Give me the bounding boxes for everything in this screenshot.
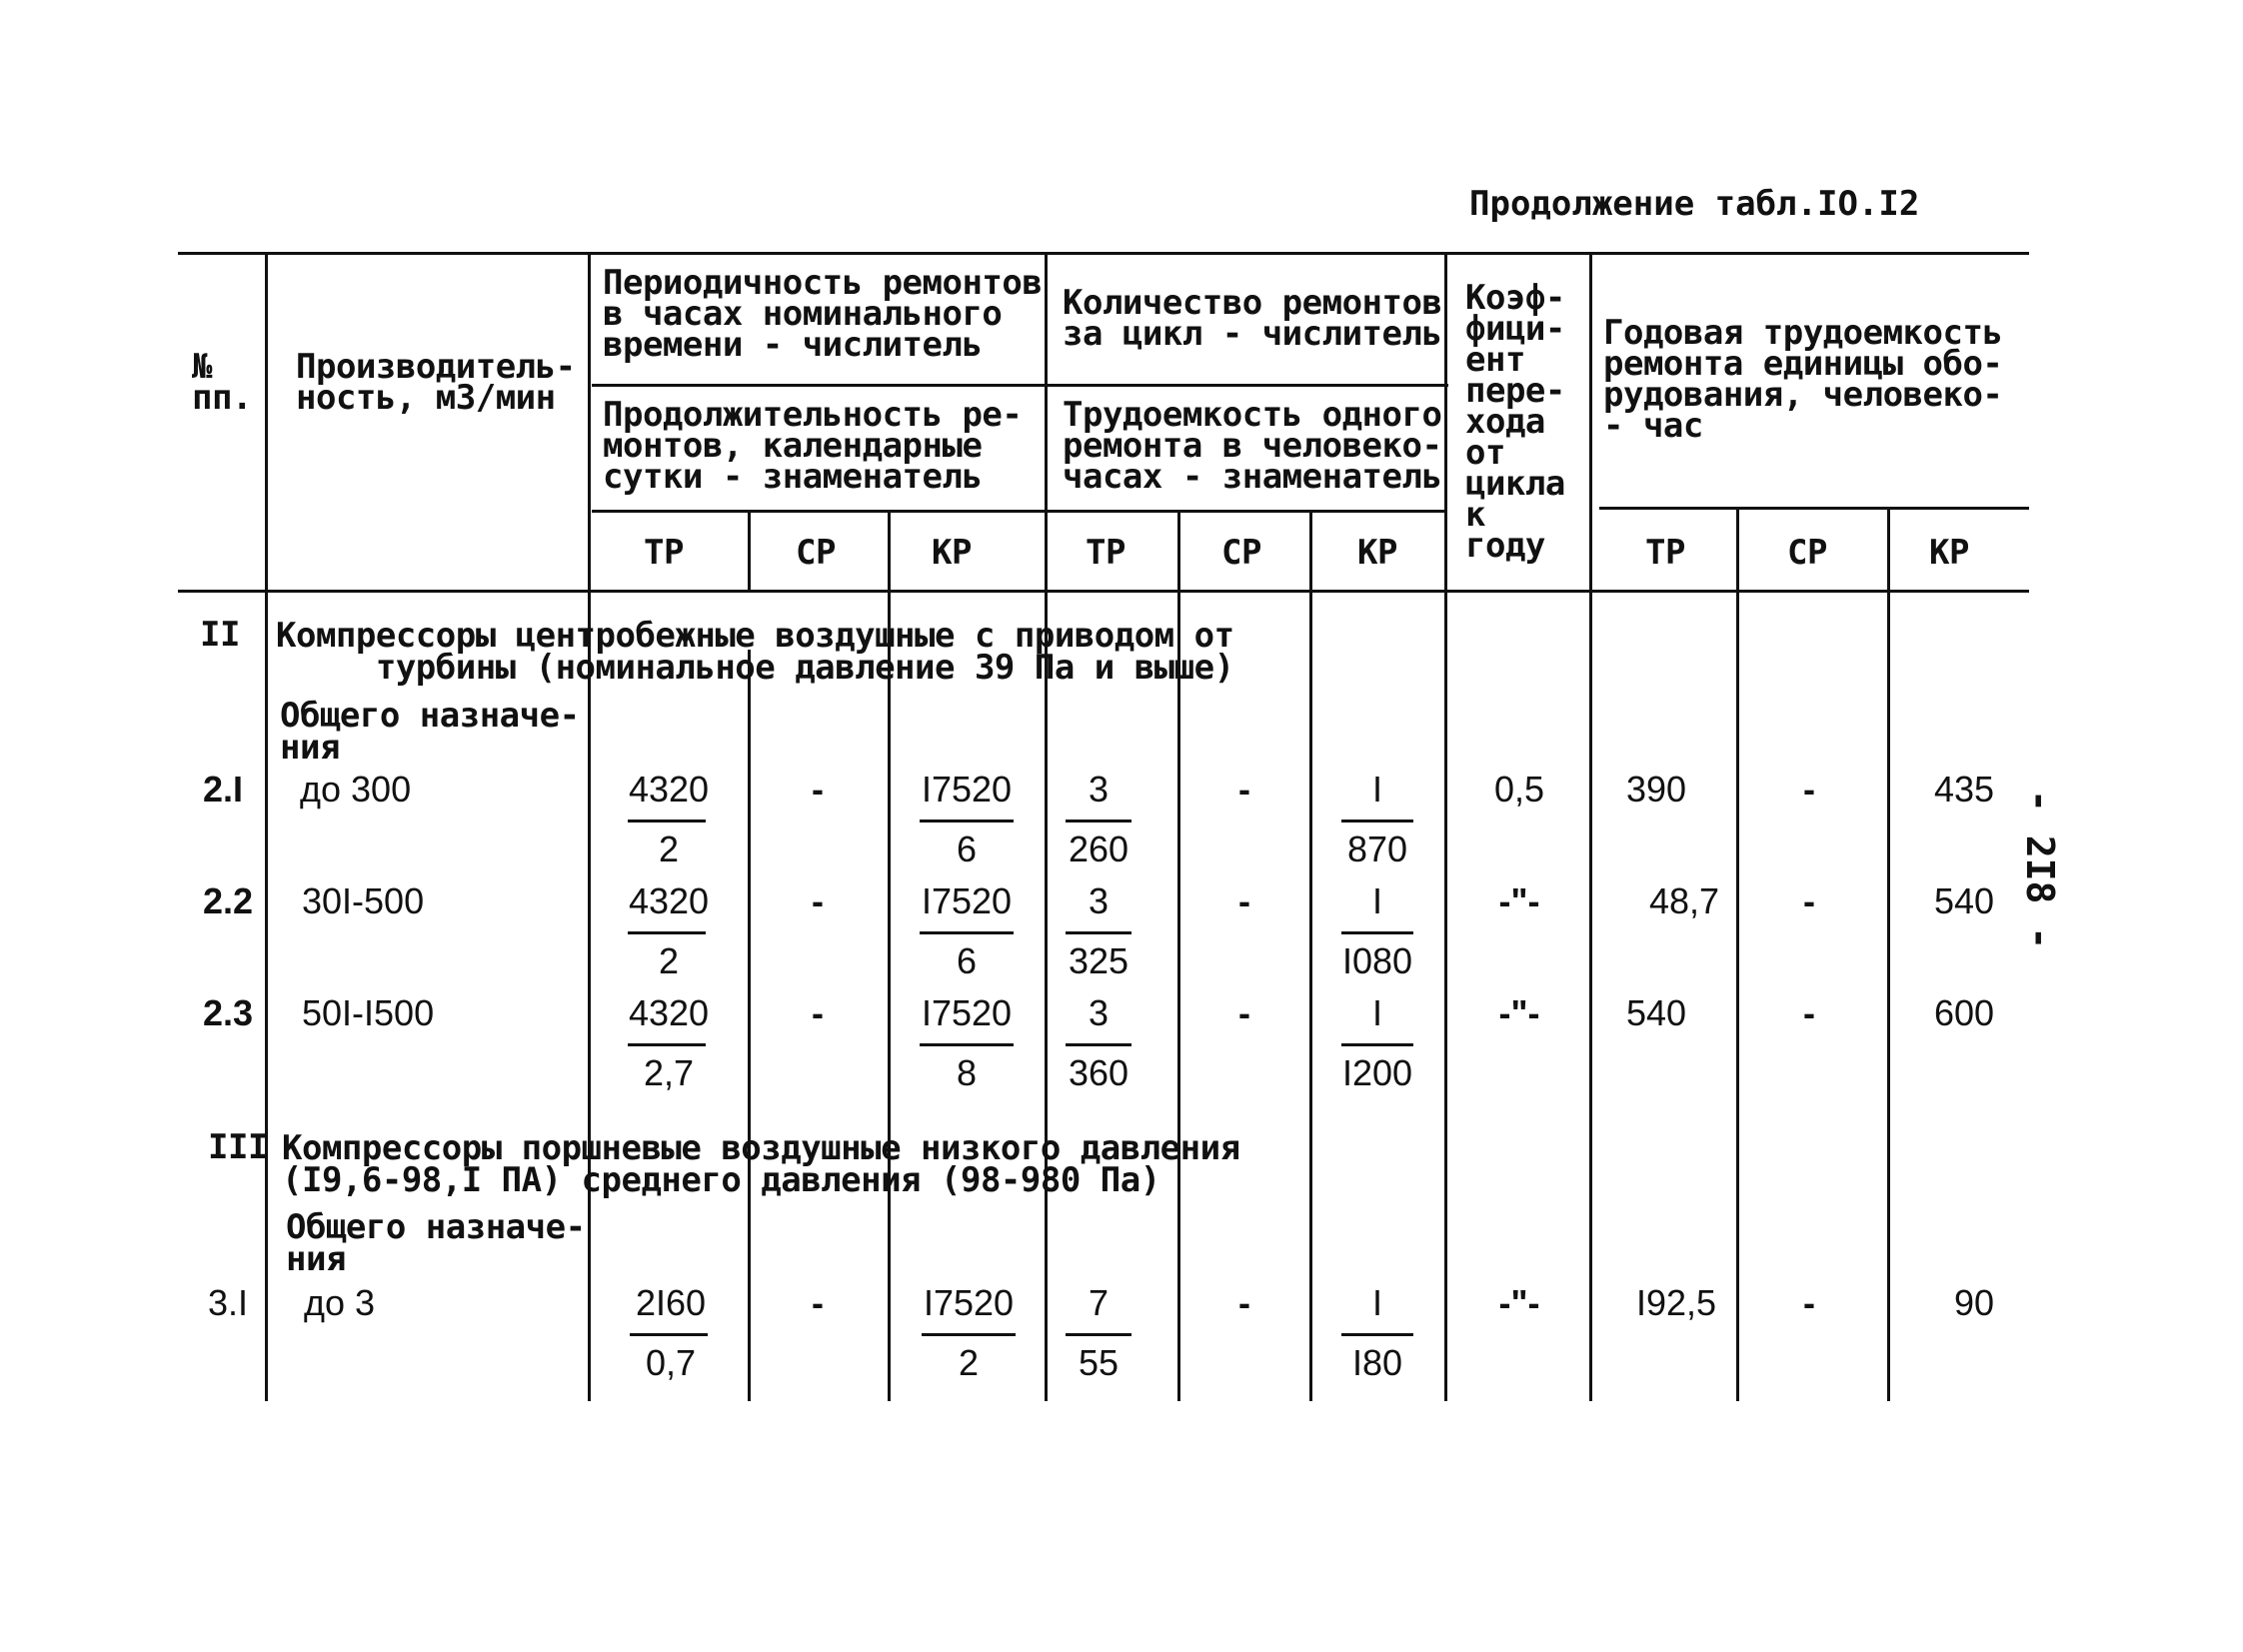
row-name: до 3 bbox=[304, 1282, 376, 1323]
coefficient: -"- bbox=[1498, 992, 1540, 1033]
duration-tr: 2 bbox=[658, 940, 680, 981]
labor-tr: 260 bbox=[1068, 828, 1129, 869]
fraction-bar bbox=[628, 931, 706, 934]
subheader-sr-count: СР bbox=[1221, 533, 1261, 573]
duration-tr: 2 bbox=[658, 828, 680, 869]
row-name: до 300 bbox=[300, 769, 412, 810]
subheader-kr-annual: КР bbox=[1929, 533, 1969, 573]
subheader-tr-count: ТР bbox=[1086, 533, 1125, 573]
fraction-bar bbox=[1341, 820, 1413, 823]
table-caption: Продолжение табл.IO.I2 bbox=[1469, 184, 1920, 224]
labor-kr: I200 bbox=[1341, 1052, 1413, 1093]
periodicity-tr: 4320 bbox=[628, 880, 710, 921]
labor-kr: 870 bbox=[1346, 828, 1408, 869]
periodicity-sr: - bbox=[812, 769, 824, 810]
periodicity-kr: I7520 bbox=[921, 769, 1013, 810]
annual-sr: - bbox=[1803, 992, 1815, 1033]
count-tr: 3 bbox=[1088, 880, 1110, 921]
count-kr: I bbox=[1371, 769, 1382, 810]
annual-sr: - bbox=[1803, 769, 1815, 810]
section-subheading: Общего назначе- ния bbox=[280, 696, 580, 768]
labor-kr: I80 bbox=[1351, 1342, 1403, 1383]
section-subheading: Общего назначе- ния bbox=[286, 1207, 586, 1279]
section-number: III bbox=[208, 1127, 268, 1167]
header-coefficient: Коэф- фици- ент пере- хода от цикла к году bbox=[1465, 278, 1565, 566]
fraction-bar bbox=[1066, 1043, 1131, 1046]
fraction-bar bbox=[1066, 820, 1131, 823]
duration-kr: 2 bbox=[958, 1342, 980, 1383]
periodicity-kr: I7520 bbox=[921, 880, 1013, 921]
count-sr: - bbox=[1238, 1282, 1250, 1323]
row-name: 30I-500 bbox=[302, 880, 425, 921]
annual-kr: 540 bbox=[1933, 880, 1995, 921]
header-number: № пп. bbox=[192, 347, 252, 418]
periodicity-kr: I7520 bbox=[923, 1282, 1015, 1323]
coefficient: -"- bbox=[1498, 880, 1540, 921]
section-title: Компрессоры центробежные воздушные с приводом от турбины (номинальное давление 39 Па и выше) bbox=[276, 616, 1234, 688]
labor-tr: 360 bbox=[1068, 1052, 1129, 1093]
subheader-tr-periodicity: ТР bbox=[644, 533, 684, 573]
header-repair-count: Количество ремонтов за цикл - числитель bbox=[1063, 283, 1442, 354]
annual-sr: - bbox=[1803, 880, 1815, 921]
periodicity-tr: 4320 bbox=[628, 769, 710, 810]
duration-tr: 0,7 bbox=[645, 1342, 697, 1383]
subheader-kr-count: КР bbox=[1357, 533, 1397, 573]
subheader-tr-annual: ТР bbox=[1645, 533, 1685, 573]
fraction-bar bbox=[920, 820, 1014, 823]
annual-tr: 390 bbox=[1625, 769, 1687, 810]
periodicity-sr: - bbox=[812, 880, 824, 921]
count-kr: I bbox=[1371, 1282, 1382, 1323]
periodicity-sr: - bbox=[812, 992, 824, 1033]
annual-kr: 600 bbox=[1933, 992, 1995, 1033]
fraction-bar bbox=[922, 1333, 1016, 1336]
page-number: - 2I8 - bbox=[2018, 790, 2062, 950]
labor-kr: I080 bbox=[1341, 940, 1413, 981]
annual-tr: 48,7 bbox=[1648, 880, 1720, 921]
count-sr: - bbox=[1238, 769, 1250, 810]
fraction-bar bbox=[920, 1043, 1014, 1046]
subheader-sr-periodicity: СР bbox=[796, 533, 836, 573]
duration-kr: 6 bbox=[956, 940, 978, 981]
duration-kr: 8 bbox=[956, 1052, 978, 1093]
fraction-bar bbox=[1341, 1333, 1413, 1336]
annual-tr: I92,5 bbox=[1635, 1282, 1717, 1323]
section-title: Компрессоры поршневые воздушные низкого давления (I9,6-98,I ПА) среднего давления (98-980 Па) bbox=[282, 1128, 1240, 1200]
row-number: 2.2 bbox=[203, 880, 254, 921]
annual-tr: 540 bbox=[1625, 992, 1687, 1033]
fraction-bar bbox=[1341, 931, 1413, 934]
count-sr: - bbox=[1238, 992, 1250, 1033]
periodicity-kr: I7520 bbox=[921, 992, 1013, 1033]
periodicity-tr: 4320 bbox=[628, 992, 710, 1033]
count-kr: I bbox=[1371, 992, 1382, 1033]
duration-tr: 2,7 bbox=[643, 1052, 695, 1093]
fraction-bar bbox=[1066, 931, 1131, 934]
section-number: II bbox=[200, 615, 240, 655]
annual-kr: 90 bbox=[1953, 1282, 1995, 1323]
labor-tr: 55 bbox=[1078, 1342, 1120, 1383]
annual-kr: 435 bbox=[1933, 769, 1995, 810]
count-tr: 3 bbox=[1088, 769, 1110, 810]
count-tr: 7 bbox=[1088, 1282, 1110, 1323]
header-annual-labor: Годовая трудоемкость ремонта единицы обо- рудования, человеко- - час bbox=[1603, 313, 2003, 446]
fraction-bar bbox=[920, 931, 1014, 934]
annual-sr: - bbox=[1803, 1282, 1815, 1323]
periodicity-tr: 2I60 bbox=[635, 1282, 707, 1323]
row-number: 3.I bbox=[208, 1282, 249, 1323]
labor-tr: 325 bbox=[1068, 940, 1129, 981]
fraction-bar bbox=[630, 1333, 708, 1336]
header-duration: Продолжительность ре- монтов, календарные сутки - знаменатель bbox=[603, 395, 1023, 497]
row-name: 50I-I500 bbox=[302, 992, 435, 1033]
coefficient: -"- bbox=[1498, 1282, 1540, 1323]
periodicity-sr: - bbox=[812, 1282, 824, 1323]
row-number: 2.3 bbox=[203, 992, 254, 1033]
fraction-bar bbox=[628, 1043, 706, 1046]
coefficient: 0,5 bbox=[1493, 769, 1545, 810]
count-sr: - bbox=[1238, 880, 1250, 921]
row-number: 2.I bbox=[203, 769, 244, 810]
header-labor-one: Трудоемкость одного ремонта в человеко- часах - знаменатель bbox=[1063, 395, 1442, 497]
subheader-kr-periodicity: КР bbox=[932, 533, 972, 573]
duration-kr: 6 bbox=[956, 828, 978, 869]
fraction-bar bbox=[1341, 1043, 1413, 1046]
count-tr: 3 bbox=[1088, 992, 1110, 1033]
subheader-sr-annual: СР bbox=[1787, 533, 1827, 573]
fraction-bar bbox=[1066, 1333, 1131, 1336]
fraction-bar bbox=[628, 820, 706, 823]
count-kr: I bbox=[1371, 880, 1382, 921]
header-periodicity: Периодичность ремонтов в часах номинального времени - числитель bbox=[603, 263, 1043, 365]
header-productivity: Производитель- ность, м3/мин bbox=[296, 347, 576, 418]
